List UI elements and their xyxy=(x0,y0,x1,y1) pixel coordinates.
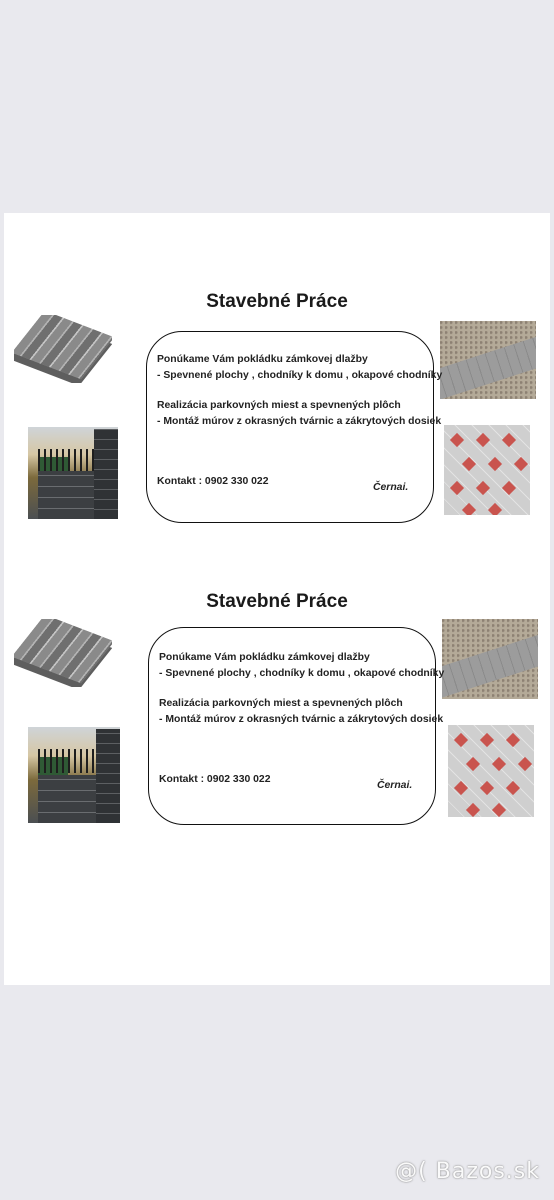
contact-text: Kontakt : 0902 330 022 xyxy=(159,774,271,785)
offer-box xyxy=(146,331,443,523)
flyer-2 xyxy=(4,585,550,845)
offer-line-1: Ponúkame Vám pokládku zámkovej dlažby xyxy=(159,652,370,663)
offer-line-3: Realizácia parkovných miest a spevnených plôch xyxy=(159,698,403,709)
offer-line-2: - Spevnené plochy , chodníky k domu , okapové chodníky xyxy=(159,668,445,679)
offer-line-4: - Montáž múrov z okrasných tvárnic a zákrytových dosiek xyxy=(157,416,442,427)
signature: Černai. xyxy=(373,482,409,493)
paver-slab-image xyxy=(14,619,112,687)
offer-box xyxy=(148,627,445,825)
offer-line-4: - Montáž múrov z okrasných tvárnic a zákrytových dosiek xyxy=(159,714,444,725)
offer-line-1: Ponúkame Vám pokládku zámkovej dlažby xyxy=(157,354,368,365)
fence-wall-image xyxy=(28,727,120,823)
fence-wall-image xyxy=(28,427,118,519)
paving-tiles-image xyxy=(448,725,534,817)
flyer-sheet xyxy=(4,213,550,985)
paving-tiles-image xyxy=(444,425,530,515)
signature: Černai. xyxy=(377,780,413,791)
paved-path-image xyxy=(440,321,536,399)
flyer-title: Stavebné Práce xyxy=(206,591,348,612)
flyer-1 xyxy=(4,285,550,545)
flyer-title: Stavebné Práce xyxy=(206,291,348,312)
offer-line-2: - Spevnené plochy , chodníky k domu , okapové chodníky xyxy=(157,370,443,381)
paver-slab-image xyxy=(14,315,112,383)
contact-text: Kontakt : 0902 330 022 xyxy=(157,476,269,487)
offer-line-3: Realizácia parkovných miest a spevnených plôch xyxy=(157,400,401,411)
paved-path-image xyxy=(442,619,538,699)
bazos-watermark: @( Bazos.sk xyxy=(395,1159,540,1184)
